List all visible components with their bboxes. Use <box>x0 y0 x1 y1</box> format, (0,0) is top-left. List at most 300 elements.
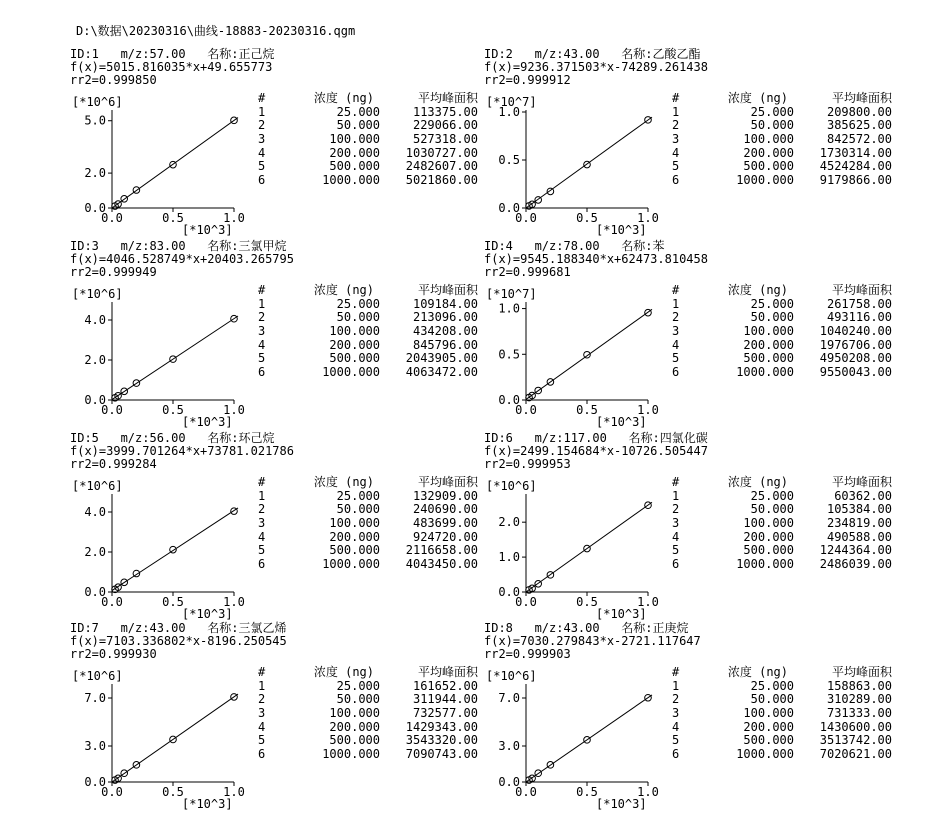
row-index: 4 <box>672 529 680 544</box>
x-tick-label: 0.0 <box>101 785 123 799</box>
row-index: 6 <box>672 173 680 188</box>
compound-id-line: ID:8 m/z:43.00 名称:正庚烷 <box>484 621 689 635</box>
row-concentration: 100.000 <box>329 706 380 721</box>
table-row <box>258 693 478 707</box>
row-index: 5 <box>258 351 266 366</box>
row-peak-area: 9550043.00 <box>819 365 892 380</box>
row-index: 4 <box>258 337 266 352</box>
column-header: 浓度 (ng) <box>727 283 788 297</box>
regression-line <box>526 502 652 592</box>
table-row <box>258 174 478 188</box>
row-concentration: 200.000 <box>743 337 794 352</box>
regression-equation: f(x)=7030.279843*x-2721.117647 <box>484 634 701 648</box>
row-concentration: 50.000 <box>336 502 380 517</box>
row-concentration: 50.000 <box>336 692 380 707</box>
regression-line <box>112 118 238 208</box>
table-row <box>672 311 892 325</box>
table-row <box>672 734 892 748</box>
row-peak-area: 311944.00 <box>412 692 478 707</box>
column-header: 浓度 (ng) <box>313 91 374 105</box>
x-tick-label: 0.0 <box>515 785 537 799</box>
y-tick-label: 4.0 <box>84 313 106 327</box>
row-index: 4 <box>258 719 266 734</box>
row-peak-area: 60362.00 <box>834 488 892 503</box>
compound-id-line: ID:5 m/z:56.00 名称:环己烷 <box>70 431 275 445</box>
row-concentration: 200.000 <box>329 145 380 160</box>
row-index: 4 <box>258 145 266 160</box>
row-concentration: 500.000 <box>743 733 794 748</box>
row-concentration: 1000.000 <box>322 557 380 572</box>
column-header: # <box>672 665 680 679</box>
table-header-row <box>258 666 478 680</box>
table-row <box>672 531 892 545</box>
row-index: 3 <box>672 516 680 531</box>
regression-line <box>526 695 652 782</box>
row-index: 6 <box>258 557 266 572</box>
row-index: 1 <box>258 296 266 311</box>
row-peak-area: 842572.00 <box>826 132 892 147</box>
row-peak-area: 924720.00 <box>412 529 478 544</box>
table-row <box>258 119 478 133</box>
x-tick-label: 1.0 <box>223 785 245 799</box>
row-index: 1 <box>672 678 680 693</box>
row-peak-area: 2043905.00 <box>405 351 478 366</box>
row-peak-area: 158863.00 <box>826 678 892 693</box>
x-tick-label: 0.0 <box>101 595 123 609</box>
x-tick-label: 1.0 <box>223 211 245 225</box>
row-concentration: 1000.000 <box>736 557 794 572</box>
calibration-panel <box>70 622 490 812</box>
x-tick-label: 0.5 <box>576 595 598 609</box>
calibration-table <box>672 284 892 380</box>
table-row <box>672 680 892 694</box>
table-header-row <box>672 92 892 106</box>
row-index: 6 <box>672 747 680 762</box>
regression-equation: f(x)=2499.154684*x-10726.505447 <box>484 444 708 458</box>
calibration-plot <box>70 622 260 812</box>
correlation-coefficient: rr2=0.999284 <box>70 457 157 471</box>
row-index: 6 <box>258 173 266 188</box>
row-concentration: 25.000 <box>336 104 380 119</box>
row-concentration: 50.000 <box>750 310 794 325</box>
correlation-coefficient: rr2=0.999953 <box>484 457 571 471</box>
table-row <box>672 133 892 147</box>
table-row <box>258 748 478 762</box>
y-tick-label: 3.0 <box>84 739 106 753</box>
correlation-coefficient: rr2=0.999903 <box>484 647 571 661</box>
row-concentration: 200.000 <box>329 529 380 544</box>
y-tick-label: 0.5 <box>498 347 520 362</box>
calibration-panel <box>484 48 904 238</box>
regression-equation: f(x)=9545.188340*x+62473.810458 <box>484 252 708 266</box>
data-point <box>535 197 542 204</box>
row-peak-area: 310289.00 <box>826 692 892 707</box>
row-peak-area: 7090743.00 <box>405 747 478 762</box>
y-tick-label: 0.0 <box>84 585 106 599</box>
row-concentration: 500.000 <box>329 543 380 558</box>
table-row <box>672 106 892 120</box>
y-multiplier-label: [*10^6] <box>72 669 123 683</box>
compound-id-line: ID:1 m/z:57.00 名称:正己烷 <box>70 47 275 61</box>
x-tick-label: 1.0 <box>223 595 245 609</box>
compound-id-line: ID:7 m/z:43.00 名称:三氯乙烯 <box>70 621 287 635</box>
column-header: # <box>258 665 266 679</box>
row-index: 3 <box>258 516 266 531</box>
x-tick-label: 0.5 <box>162 403 184 417</box>
row-peak-area: 240690.00 <box>412 502 478 517</box>
table-row <box>258 707 478 721</box>
row-index: 6 <box>672 365 680 380</box>
row-index: 3 <box>672 706 680 721</box>
column-header: # <box>672 283 680 297</box>
calibration-table <box>672 476 892 572</box>
calibration-table <box>258 92 478 188</box>
row-index: 1 <box>672 488 680 503</box>
row-index: 2 <box>258 692 266 707</box>
calibration-panel <box>484 432 904 622</box>
row-concentration: 1000.000 <box>736 365 794 380</box>
row-index: 2 <box>672 692 680 707</box>
x-tick-label: 0.0 <box>515 211 537 225</box>
calibration-table <box>672 92 892 188</box>
y-multiplier-label: [*10^7] <box>486 95 537 109</box>
x-tick-label: 1.0 <box>637 595 659 609</box>
x-multiplier-label: [*10^3] <box>182 223 233 237</box>
row-peak-area: 732577.00 <box>412 706 478 721</box>
row-peak-area: 1430600.00 <box>819 719 892 734</box>
y-tick-label: 5.0 <box>84 113 106 128</box>
row-index: 1 <box>258 678 266 693</box>
calibration-plot <box>70 432 260 622</box>
row-index: 1 <box>672 296 680 311</box>
table-row <box>672 325 892 339</box>
x-tick-label: 0.5 <box>576 211 598 225</box>
y-multiplier-label: [*10^6] <box>72 95 123 109</box>
row-peak-area: 1040240.00 <box>819 324 892 339</box>
table-row <box>258 734 478 748</box>
x-multiplier-label: [*10^3] <box>596 797 647 811</box>
column-header: 浓度 (ng) <box>313 475 374 489</box>
y-tick-label: 4.0 <box>84 505 106 519</box>
row-concentration: 100.000 <box>743 516 794 531</box>
row-peak-area: 4043450.00 <box>405 557 478 572</box>
x-tick-label: 1.0 <box>637 211 659 225</box>
row-peak-area: 2486039.00 <box>819 557 892 572</box>
row-concentration: 50.000 <box>750 502 794 517</box>
y-multiplier-label: [*10^7] <box>486 287 537 301</box>
compound-id-line: ID:4 m/z:78.00 名称:苯 <box>484 239 665 253</box>
y-tick-label: 7.0 <box>498 691 520 705</box>
x-multiplier-label: [*10^3] <box>182 415 233 429</box>
row-index: 6 <box>258 365 266 380</box>
row-concentration: 100.000 <box>329 132 380 147</box>
data-point <box>170 546 177 553</box>
row-peak-area: 2482607.00 <box>405 159 478 174</box>
row-peak-area: 434208.00 <box>412 324 478 339</box>
row-index: 1 <box>258 488 266 503</box>
regression-equation: f(x)=3999.701264*x+73781.021786 <box>70 444 294 458</box>
calibration-panel <box>484 240 904 430</box>
regression-equation: f(x)=9236.371503*x-74289.261438 <box>484 60 708 74</box>
table-row <box>672 160 892 174</box>
row-index: 3 <box>672 132 680 147</box>
row-peak-area: 2116658.00 <box>405 543 478 558</box>
row-peak-area: 483699.00 <box>412 516 478 531</box>
x-tick-label: 1.0 <box>223 403 245 417</box>
y-tick-label: 1.0 <box>498 301 520 316</box>
row-concentration: 200.000 <box>329 337 380 352</box>
row-peak-area: 1730314.00 <box>819 145 892 160</box>
column-header: # <box>258 91 266 105</box>
table-row <box>258 325 478 339</box>
row-concentration: 100.000 <box>743 324 794 339</box>
row-concentration: 1000.000 <box>322 365 380 380</box>
row-index: 5 <box>672 543 680 558</box>
table-row <box>258 558 478 572</box>
column-header: 平均峰面积 <box>831 665 892 679</box>
table-row <box>258 106 478 120</box>
regression-line <box>112 316 238 400</box>
calibration-table <box>258 476 478 572</box>
table-row <box>258 517 478 531</box>
row-concentration: 50.000 <box>336 310 380 325</box>
y-tick-label: 2.0 <box>84 166 106 181</box>
table-header-row <box>672 666 892 680</box>
data-point <box>231 508 238 515</box>
row-index: 5 <box>672 733 680 748</box>
table-row <box>672 490 892 504</box>
y-tick-label: 0.0 <box>84 775 106 789</box>
row-peak-area: 229066.00 <box>412 118 478 133</box>
table-row <box>672 352 892 366</box>
row-peak-area: 490588.00 <box>826 529 892 544</box>
row-peak-area: 132909.00 <box>412 488 478 503</box>
calibration-panel <box>70 48 490 238</box>
row-peak-area: 9179866.00 <box>819 173 892 188</box>
calibration-plot <box>70 240 260 430</box>
row-index: 1 <box>258 104 266 119</box>
calibration-plot <box>70 48 260 238</box>
row-index: 4 <box>672 145 680 160</box>
x-tick-label: 0.0 <box>101 403 123 417</box>
x-tick-label: 0.5 <box>162 785 184 799</box>
row-index: 5 <box>672 159 680 174</box>
row-peak-area: 385625.00 <box>826 118 892 133</box>
table-header-row <box>258 284 478 298</box>
row-index: 3 <box>258 324 266 339</box>
correlation-coefficient: rr2=0.999850 <box>70 73 157 87</box>
y-tick-label: 0.0 <box>498 585 520 599</box>
table-row <box>672 707 892 721</box>
row-index: 3 <box>258 706 266 721</box>
table-row <box>258 490 478 504</box>
row-concentration: 1000.000 <box>736 747 794 762</box>
correlation-coefficient: rr2=0.999912 <box>484 73 571 87</box>
row-peak-area: 261758.00 <box>826 296 892 311</box>
calibration-panel <box>70 432 490 622</box>
row-concentration: 1000.000 <box>322 173 380 188</box>
column-header: # <box>672 475 680 489</box>
row-peak-area: 845796.00 <box>412 337 478 352</box>
row-concentration: 25.000 <box>336 488 380 503</box>
y-tick-label: 2.0 <box>84 545 106 559</box>
column-header: 平均峰面积 <box>417 283 478 297</box>
row-concentration: 200.000 <box>329 719 380 734</box>
calibration-table <box>672 666 892 762</box>
row-peak-area: 1976706.00 <box>819 337 892 352</box>
row-index: 2 <box>258 502 266 517</box>
calibration-panel <box>484 622 904 812</box>
row-concentration: 100.000 <box>743 132 794 147</box>
x-tick-label: 1.0 <box>637 403 659 417</box>
x-multiplier-label: [*10^3] <box>596 223 647 237</box>
row-concentration: 200.000 <box>743 529 794 544</box>
row-peak-area: 731333.00 <box>826 706 892 721</box>
row-index: 4 <box>672 337 680 352</box>
column-header: # <box>258 283 266 297</box>
table-row <box>258 680 478 694</box>
x-multiplier-label: [*10^3] <box>596 415 647 429</box>
row-peak-area: 1429343.00 <box>405 719 478 734</box>
table-row <box>258 503 478 517</box>
y-tick-label: 0.0 <box>498 393 520 407</box>
row-peak-area: 109184.00 <box>412 296 478 311</box>
table-row <box>258 339 478 353</box>
row-index: 5 <box>672 351 680 366</box>
row-concentration: 100.000 <box>743 706 794 721</box>
regression-line <box>112 508 238 591</box>
row-index: 4 <box>258 529 266 544</box>
calibration-plot <box>484 240 674 430</box>
y-tick-label: 3.0 <box>498 739 520 753</box>
row-concentration: 25.000 <box>750 296 794 311</box>
row-index: 4 <box>672 719 680 734</box>
regression-line <box>112 694 238 782</box>
table-row <box>672 503 892 517</box>
calibration-table <box>258 666 478 762</box>
y-multiplier-label: [*10^6] <box>486 669 537 683</box>
row-concentration: 1000.000 <box>322 747 380 762</box>
regression-line <box>526 309 652 399</box>
table-row <box>258 366 478 380</box>
table-row <box>672 748 892 762</box>
row-index: 3 <box>258 132 266 147</box>
row-index: 2 <box>258 310 266 325</box>
row-concentration: 500.000 <box>743 159 794 174</box>
row-index: 6 <box>258 747 266 762</box>
row-peak-area: 161652.00 <box>412 678 478 693</box>
row-concentration: 50.000 <box>336 118 380 133</box>
table-header-row <box>258 476 478 490</box>
row-peak-area: 493116.00 <box>826 310 892 325</box>
row-index: 2 <box>672 118 680 133</box>
table-row <box>672 119 892 133</box>
row-concentration: 500.000 <box>329 159 380 174</box>
x-multiplier-label: [*10^3] <box>182 607 233 621</box>
x-tick-label: 1.0 <box>637 785 659 799</box>
row-index: 5 <box>258 733 266 748</box>
table-row <box>672 339 892 353</box>
x-tick-label: 0.0 <box>101 211 123 225</box>
x-tick-label: 0.5 <box>576 403 598 417</box>
table-row <box>258 147 478 161</box>
column-header: 平均峰面积 <box>831 475 892 489</box>
row-index: 5 <box>258 159 266 174</box>
table-row <box>258 311 478 325</box>
table-row <box>672 517 892 531</box>
column-header: 平均峰面积 <box>417 91 478 105</box>
y-tick-label: 0.5 <box>498 153 520 167</box>
row-peak-area: 5021860.00 <box>405 173 478 188</box>
y-tick-label: 0.0 <box>498 201 520 215</box>
row-concentration: 200.000 <box>743 145 794 160</box>
row-index: 3 <box>672 324 680 339</box>
column-header: # <box>258 475 266 489</box>
row-peak-area: 1244364.00 <box>819 543 892 558</box>
row-concentration: 1000.000 <box>736 173 794 188</box>
row-concentration: 200.000 <box>743 719 794 734</box>
x-tick-label: 0.5 <box>576 785 598 799</box>
y-tick-label: 1.0 <box>498 105 520 119</box>
calibration-table <box>258 284 478 380</box>
row-index: 5 <box>258 543 266 558</box>
y-tick-label: 0.0 <box>498 775 520 789</box>
row-concentration: 25.000 <box>750 104 794 119</box>
table-row <box>672 147 892 161</box>
row-index: 2 <box>672 502 680 517</box>
column-header: 平均峰面积 <box>417 665 478 679</box>
y-tick-label: 7.0 <box>84 691 106 705</box>
table-row <box>672 558 892 572</box>
calibration-plot <box>484 48 674 238</box>
row-peak-area: 209800.00 <box>826 104 892 119</box>
regression-equation: f(x)=5015.816035*x+49.655773 <box>70 60 273 74</box>
data-point <box>547 188 554 195</box>
row-concentration: 500.000 <box>743 543 794 558</box>
y-multiplier-label: [*10^6] <box>72 287 123 301</box>
table-row <box>258 544 478 558</box>
row-index: 2 <box>258 118 266 133</box>
table-row <box>672 366 892 380</box>
row-peak-area: 1030727.00 <box>405 145 478 160</box>
table-row <box>672 693 892 707</box>
row-peak-area: 234819.00 <box>826 516 892 531</box>
row-peak-area: 3513742.00 <box>819 733 892 748</box>
table-row <box>258 531 478 545</box>
table-row <box>258 298 478 312</box>
y-multiplier-label: [*10^6] <box>72 479 123 493</box>
correlation-coefficient: rr2=0.999949 <box>70 265 157 279</box>
row-peak-area: 4524284.00 <box>819 159 892 174</box>
table-row <box>672 298 892 312</box>
y-tick-label: 2.0 <box>498 515 520 530</box>
correlation-coefficient: rr2=0.999681 <box>484 265 571 279</box>
table-row <box>258 160 478 174</box>
y-tick-label: 0.0 <box>84 393 106 407</box>
compound-id-line: ID:3 m/z:83.00 名称:三氯甲烷 <box>70 239 287 253</box>
compound-id-line: ID:2 m/z:43.00 名称:乙酸乙酯 <box>484 47 701 61</box>
table-row <box>672 174 892 188</box>
regression-equation: f(x)=4046.528749*x+20403.265795 <box>70 252 294 266</box>
x-multiplier-label: [*10^3] <box>182 797 233 811</box>
row-concentration: 25.000 <box>336 678 380 693</box>
row-concentration: 50.000 <box>750 692 794 707</box>
row-concentration: 500.000 <box>329 351 380 366</box>
row-peak-area: 527318.00 <box>412 132 478 147</box>
column-header: 浓度 (ng) <box>313 283 374 297</box>
x-tick-label: 0.0 <box>515 403 537 417</box>
row-index: 2 <box>672 310 680 325</box>
